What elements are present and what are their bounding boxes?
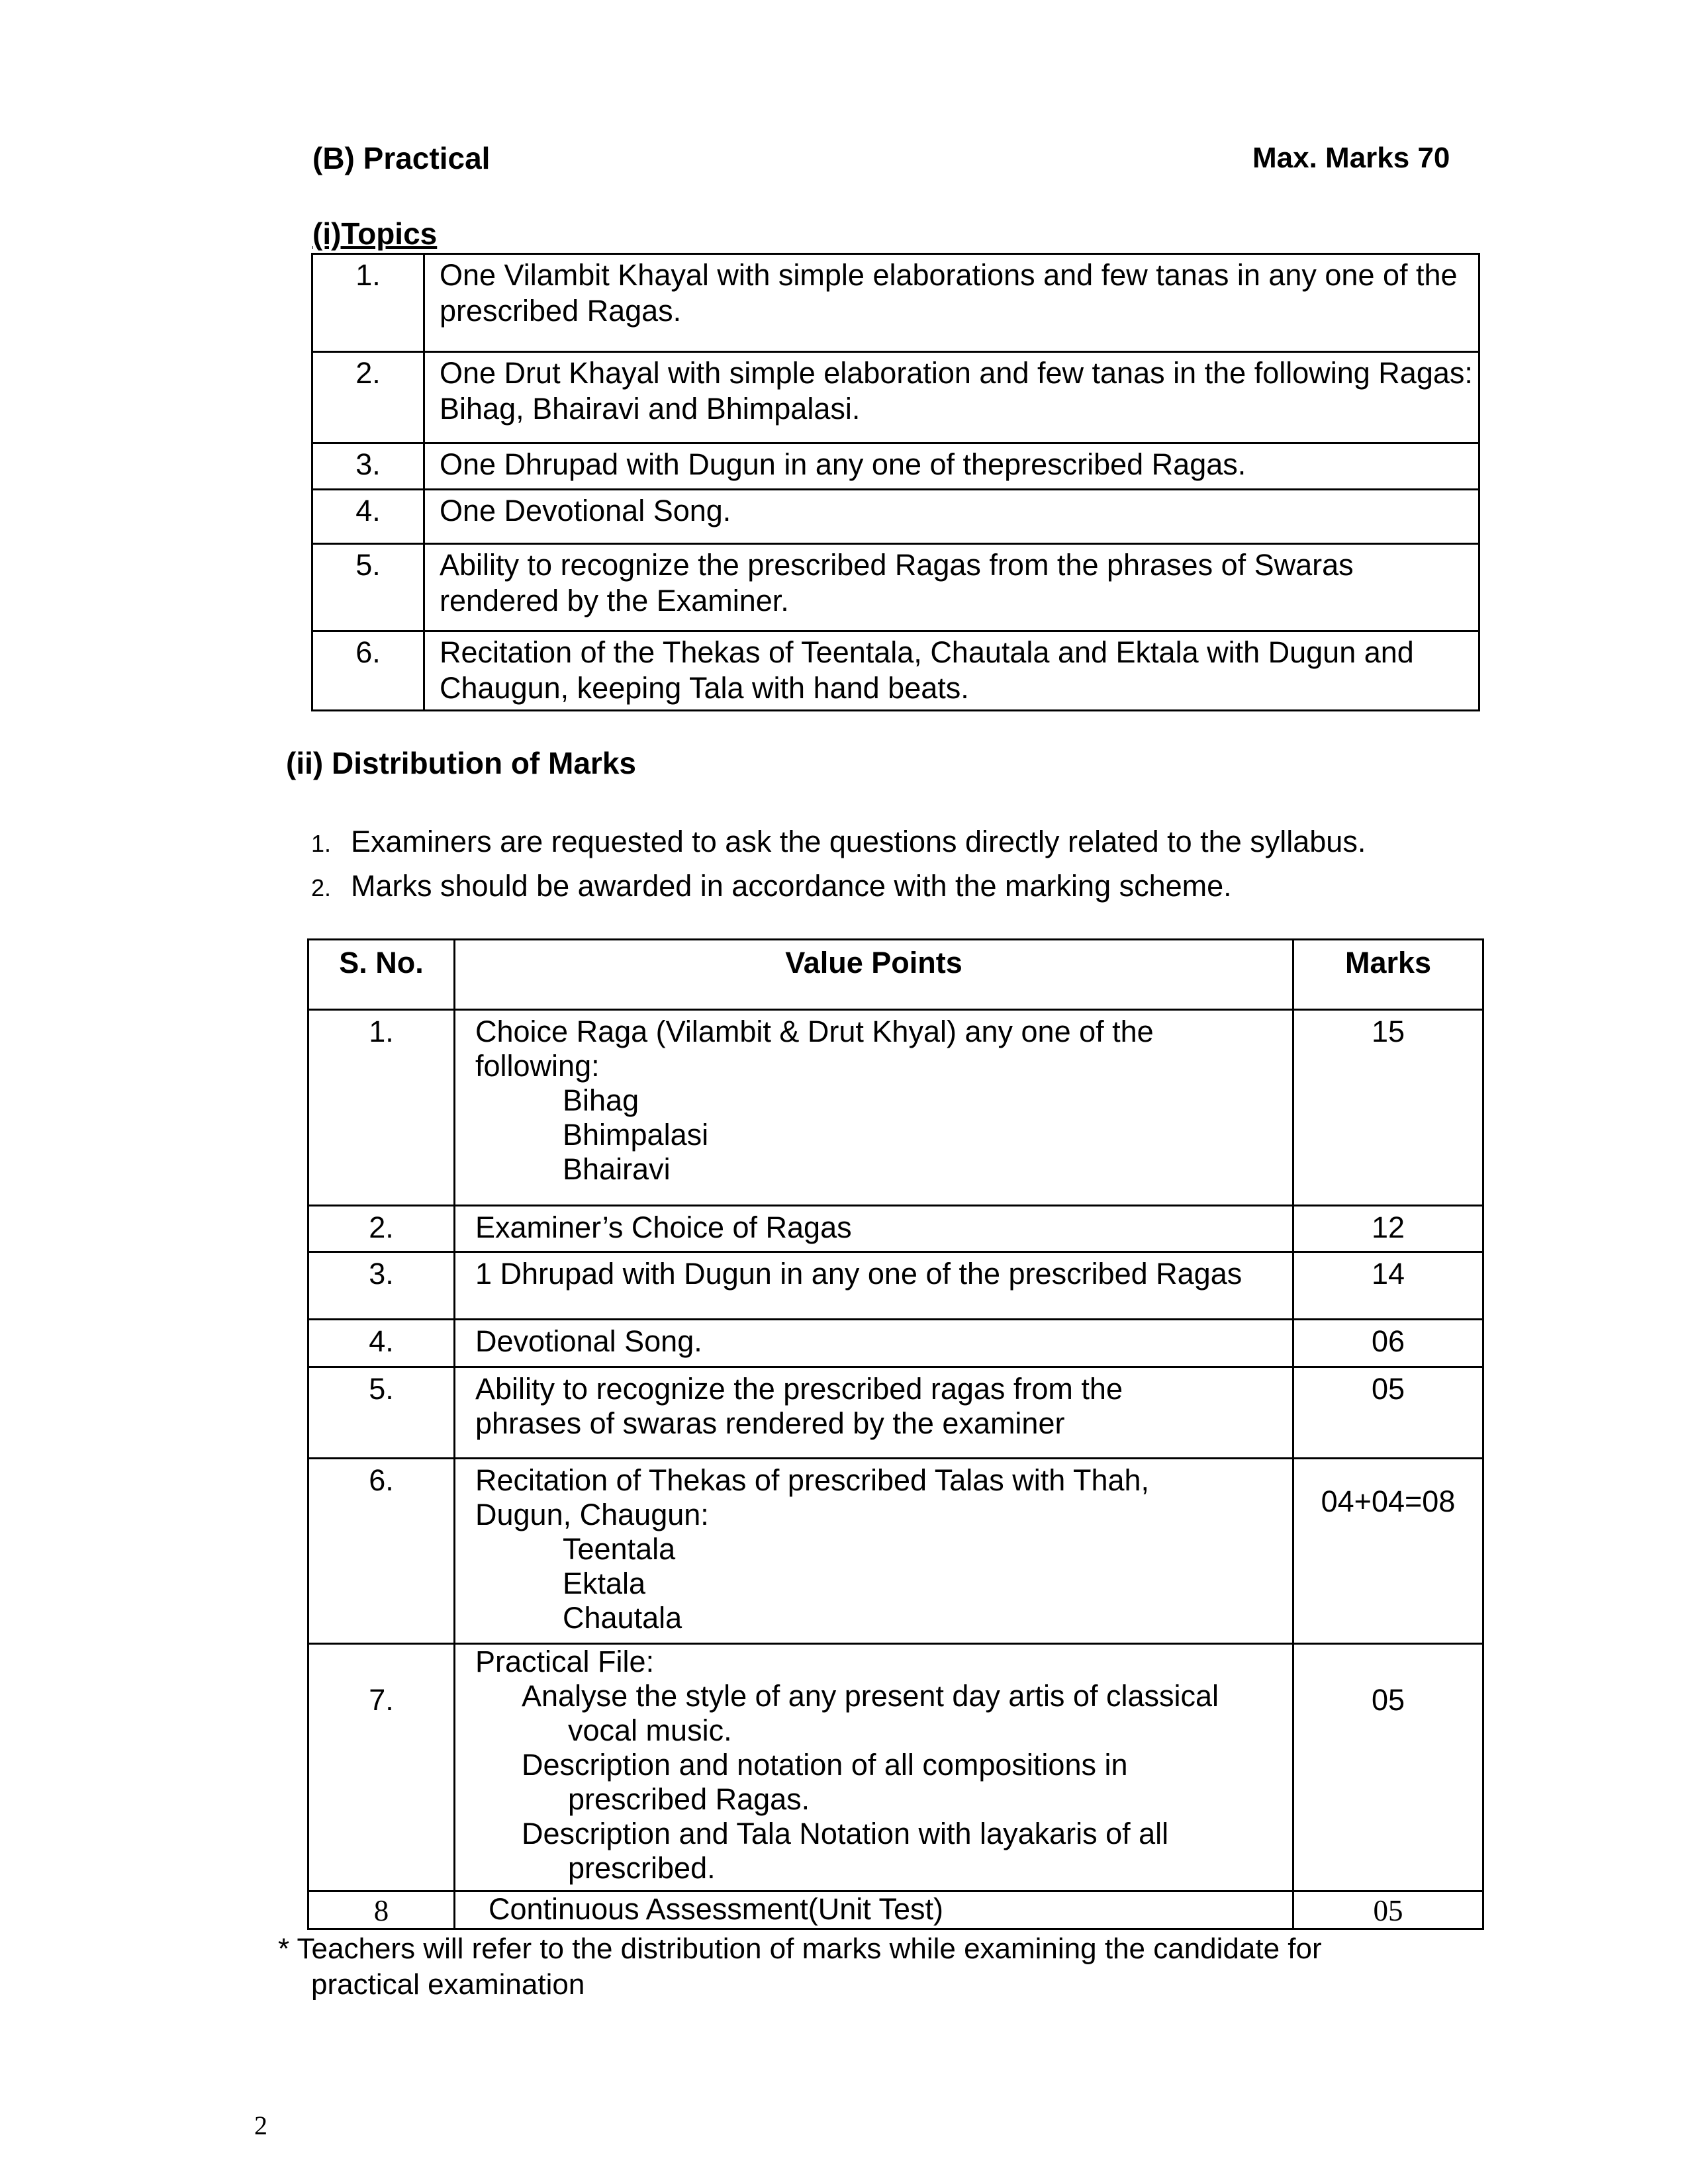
raga-item: Bihag [563,1083,639,1117]
value-text: Continuous Assessment(Unit Test) [455,1891,1293,1929]
row-number: 5. [308,1367,455,1459]
value-text: Choice Raga (Vilambit & Drut Khyal) any one of the following: [475,1015,1154,1083]
table-row [312,443,1479,490]
section-title: (B) Practical [312,141,491,175]
row-marks: 12 [1293,1206,1483,1252]
value-text: Dugun, Chaugun: [475,1498,709,1531]
list-item [311,865,1366,909]
row-marks: 06 [1293,1320,1483,1367]
row-number: 7. [308,1644,455,1891]
table-header-row [308,940,1483,1010]
file-item: prescribed. [568,1851,716,1885]
topic-text: One Drut Khayal with simple elaboration and few tanas in the following Ragas: Bihag, Bhairavi and Bhimpalasi. [424,352,1479,443]
table-row [308,1644,1483,1891]
topics-table [311,253,1480,711]
value-point [455,1644,1293,1891]
table-row [312,631,1479,711]
tala-item: Ektala [563,1567,646,1600]
value-text: 1 Dhrupad with Dugun in any one of the prescribed Ragas [455,1252,1293,1320]
topic-text: One Devotional Song. [424,490,1479,544]
tala-item: Chautala [563,1601,682,1635]
table-row [308,1206,1483,1252]
table-row [308,1367,1483,1459]
table-row [312,352,1479,443]
row-number: 4. [308,1320,455,1367]
table-row [308,1891,1483,1929]
value-point [455,1459,1293,1644]
row-number: 6. [308,1459,455,1644]
value-text: Practical File: [475,1645,655,1678]
file-item: prescribed Ragas. [568,1782,810,1816]
raga-item: Bhimpalasi [563,1118,709,1152]
note-number: 1. [311,830,332,857]
footnote-line2: practical examination [311,1968,585,2001]
topic-text: Recitation of the Thekas of Teentala, Chautala and Ektala with Dugun and Chaugun, keeping Tala with hand beats. [424,631,1479,711]
table-row [308,1010,1483,1206]
tala-item: Teentala [563,1532,676,1566]
value-point [455,1367,1293,1459]
raga-item: Bhairavi [563,1152,671,1186]
header-sno: S. No. [308,940,455,1010]
topic-number: 3. [312,443,424,490]
table-row [308,1320,1483,1367]
row-marks: 05 [1293,1644,1483,1891]
value-text: Ability to recognize the prescribed ragas from the phrases of swaras rendered by the examiner [475,1372,1123,1440]
topic-number: 5. [312,544,424,631]
topic-text: Ability to recognize the prescribed Ragas from the phrases of Swaras rendered by the Examiner. [424,544,1479,631]
value-text: Devotional Song. [455,1320,1293,1367]
footnote-line1: * Teachers will refer to the distribution of marks while examining the candidate for [278,1933,1322,1965]
table-row [312,254,1479,352]
value-point [455,1010,1293,1206]
note-number: 2. [311,874,332,901]
topic-number: 1. [312,254,424,352]
file-item: vocal music. [568,1713,732,1747]
distribution-heading: (ii) Distribution of Marks [286,746,636,780]
row-marks: 15 [1293,1010,1483,1206]
row-marks: 04+04=08 [1293,1459,1483,1644]
marks-table [307,938,1484,1930]
table-row [308,1252,1483,1320]
header-value-points: Value Points [455,940,1293,1010]
table-row [312,544,1479,631]
row-marks: 05 [1293,1891,1483,1929]
table-row [308,1459,1483,1644]
topic-number: 6. [312,631,424,711]
topics-heading: (i)Topics [312,216,438,251]
list-item [311,821,1366,865]
topic-number: 2. [312,352,424,443]
file-item: Description and notation of all compositions in [522,1748,1128,1782]
notes-list [311,821,1366,909]
value-text: Examiner’s Choice of Ragas [455,1206,1293,1252]
topic-number: 4. [312,490,424,544]
table-row [312,490,1479,544]
page-number: 2 [254,2111,267,2140]
file-item: Analyse the style of any present day artis of classical [522,1679,1219,1713]
topic-text: One Dhrupad with Dugun in any one of theprescribed Ragas. [424,443,1479,490]
topic-text: One Vilambit Khayal with simple elaborations and few tanas in any one of the prescribed Ragas. [424,254,1479,352]
note-text: Marks should be awarded in accordance with the marking scheme. [351,869,1232,903]
file-item: Description and Tala Notation with layakaris of all [522,1817,1169,1850]
row-number: 2. [308,1206,455,1252]
value-text: Recitation of Thekas of prescribed Talas with Thah, [475,1463,1150,1497]
row-marks: 14 [1293,1252,1483,1320]
row-number: 1. [308,1010,455,1206]
max-marks: Max. Marks 70 [1252,142,1450,174]
row-number: 3. [308,1252,455,1320]
header-marks: Marks [1293,940,1483,1010]
row-marks: 05 [1293,1367,1483,1459]
row-number: 8 [308,1891,455,1929]
note-text: Examiners are requested to ask the questions directly related to the syllabus. [351,825,1366,858]
